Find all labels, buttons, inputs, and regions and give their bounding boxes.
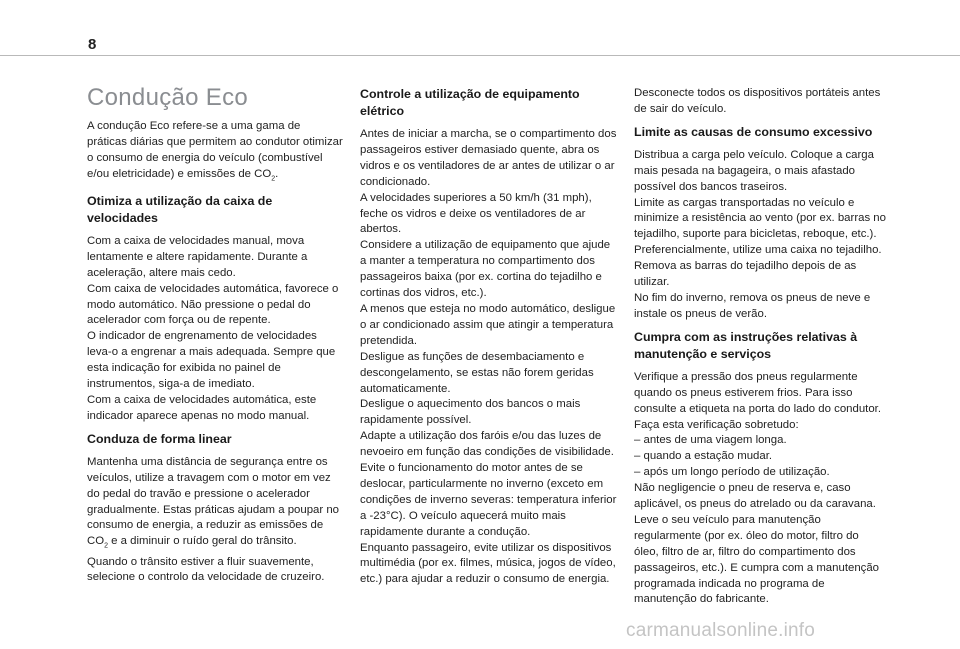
linear-paragraph bbox=[87, 455, 343, 587]
disconnect-paragraph: Desconecte todos os dispositivos portáteis antes de sair do veículo. bbox=[634, 87, 881, 115]
column-left bbox=[87, 84, 343, 592]
column-middle bbox=[360, 86, 618, 594]
linear-subscript: 2 bbox=[104, 542, 108, 550]
header-divider bbox=[0, 55, 960, 56]
column-right bbox=[634, 86, 886, 614]
heading-excess-consumption: Limite as causas de consumo excessivo bbox=[634, 124, 873, 139]
intro-text-end: . bbox=[275, 167, 279, 180]
page-title: Condução Eco bbox=[87, 84, 249, 111]
limit-paragraph: Distribua a carga pelo veículo. Coloque a carga mais pesada na bagageira, o mais afastado possível dos bancos traseiros. Limite as cargas transportadas no veículo e minimize a resistência ao vento (por ex. barras no tejadilho, suporte para bicicletas, reboque, etc.). Preferencialmente, utilize uma caixa no tejadilho. Remova as barras do tejadilho depois de as utilizar. No fim do inverno, remova os pneus de neve e instale os pneus de verão. bbox=[634, 148, 886, 320]
page-number: 8 bbox=[88, 36, 97, 53]
gearbox-paragraph: Com a caixa de velocidades manual, mova lentamente e altere rapidamente. Durante a aceleração, altere mais cedo. Com caixa de velocidades automática, favorece o modo automático. Não pressione o pedal do acelerador com força ou de repente. O indicador de engrenamento de velocidades leva-o a engrenar a mais adequada. Sempre que esta indicação for exibida no painel de instrumentos, siga-a de imediato. Com a caixa de velocidades automática, este indicador aparece apenas no modo manual. bbox=[87, 234, 339, 422]
heading-linear-driving: Conduza de forma linear bbox=[87, 431, 232, 446]
heading-maintenance: Cumpra com as instruções relativas à manutenção e serviços bbox=[634, 329, 858, 361]
intro-text: A condução Eco refere-se a uma gama de práticas diárias que permitem ao condutor otimizar o consumo de energia do veículo (combustível e/ou eletricidade) e emissões de CO bbox=[87, 120, 343, 180]
heading-electrical-equipment: Controle a utilização de equipamento elétrico bbox=[360, 87, 580, 118]
watermark-text: carmanualsonline.info bbox=[626, 620, 816, 641]
intro-subscript: 2 bbox=[271, 175, 276, 182]
intro-paragraph bbox=[87, 119, 343, 187]
heading-gearbox: Otimiza a utilização da caixa de velocidades bbox=[87, 193, 273, 225]
linear-text: Mantenha uma distância de segurança entre os veículos, utilize a travagem com o motor em vez do pedal do travão e pressione o acelerador gradualmente. Estas práticas ajudam a poupar no consumo de energia, a reduzir as emissões de CO bbox=[87, 455, 340, 548]
equipment-paragraph: Antes de iniciar a marcha, se o compartimento dos passageiros estiver demasiado quente, abra os vidros e os ventiladores de ar antes de utilizar o ar condicionado. A velocidades superiores a 50 km/h (31 mph), feche os vidros e deixe os ventiladores de ar abertos. Considere a utilização de equipamento que ajude a manter a temperatura no compartimento dos passageiros baixa (por ex. cortina do tejadilho e cortinas dos vidros, etc.). A menos que esteja no modo automático, desligue o ar condicionado assim que atingir a temperatura pretendida. Desligue as funções de desembaciamento e descongelamento, se estas não forem geridas automaticamente. Desligue o aquecimento dos bancos o mais rapidamente possível. Adapte a utilização dos faróis e/ou das luzes de nevoeiro em função das condições de visibilidade. Evite o funcionamento do motor antes de se deslocar, particularmente no inverno (exceto em condições de inverno severas: temperatura inferior a -23°C). O veículo aquecerá muito mais rapidamente durante a condução. Enquanto passageiro, evite utilizar os dispositivos multimédia (por ex. filmes, música, jogos de vídeo, etc.) para ajudar a reduzir o consumo de energia. bbox=[360, 128, 617, 586]
linear-text-end: e a diminuir o ruído geral do trânsito. Quando o trânsito estiver a fluir suavemente, selecione o controlo da velocidade de cruzeiro. bbox=[87, 535, 325, 584]
maintenance-paragraph: Verifique a pressão dos pneus regularmente quando os pneus estiverem frios. Para isso consulte a etiqueta na porta do lado do condutor. Faça esta verificação sobretudo: – antes de uma viagem longa. – quando a estação mudar. – após um longo período de utilização. Não negligencie o pneu de reserva e, caso aplicável, os pneus do atrelado ou da caravana. Leve o seu veículo para manutenção regularmente (por ex. óleo do motor, filtro do óleo, filtro de ar, filtro do compartimento dos passageiros, etc.). E cumpra com a manutenção programada indicada no programa de manutenção do fabricante. bbox=[634, 370, 881, 606]
